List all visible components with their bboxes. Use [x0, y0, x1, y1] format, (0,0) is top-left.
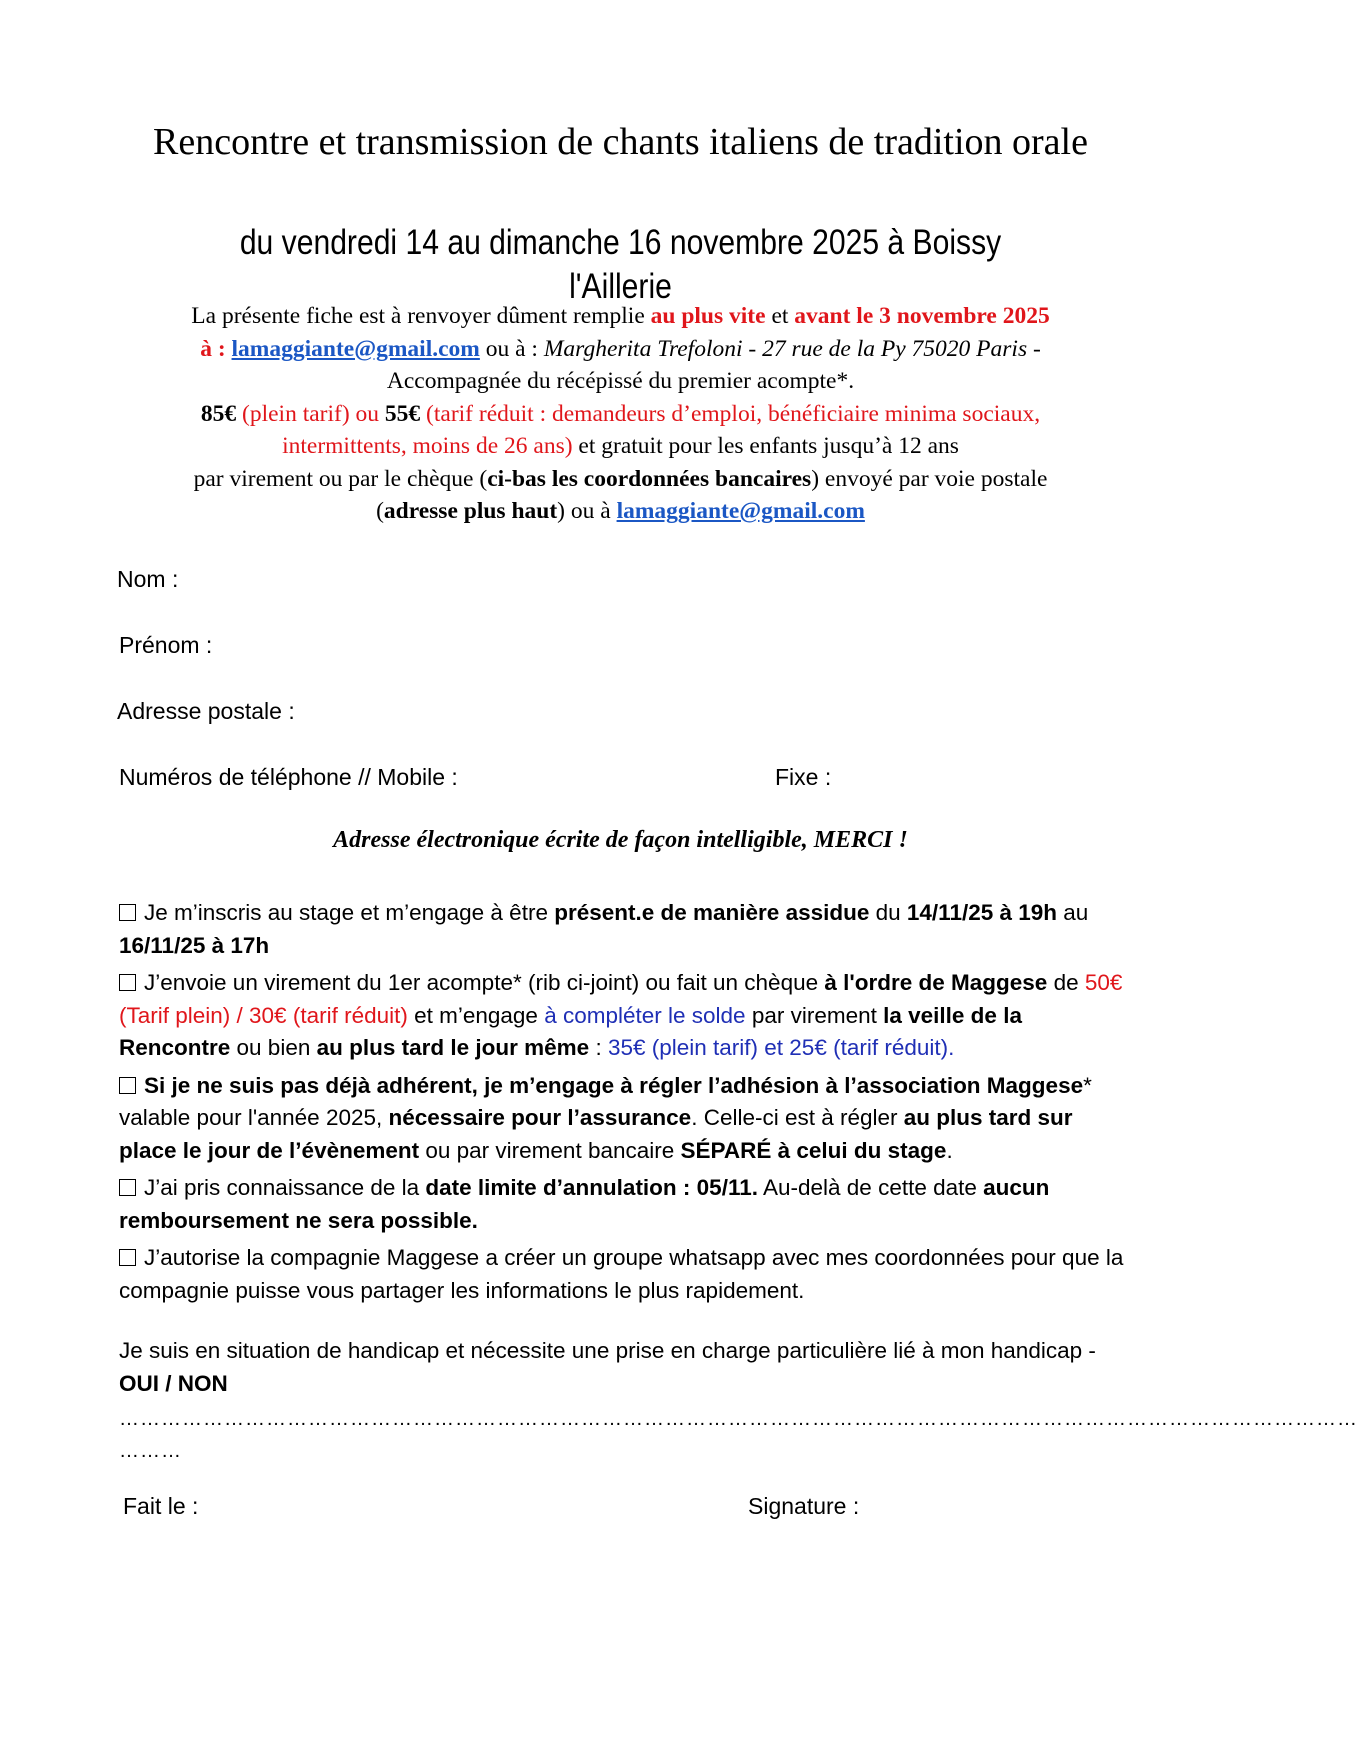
intro-line-1	[110, 300, 1131, 333]
deadline-emphasis: au plus vite	[650, 303, 766, 329]
check-text: 50€ (Tarif plein) / 30€ (tarif réduit)	[119, 970, 1123, 1028]
intro-text: et	[765, 303, 795, 329]
field-signature[interactable]: Signature :	[748, 1493, 860, 1519]
check-text: SÉPARÉ à celui du stage	[680, 1137, 947, 1163]
full-price: 85€	[200, 400, 237, 427]
check-text: ou par virement bancaire	[419, 1137, 681, 1163]
check-text: du	[869, 900, 907, 925]
check-text: la veille de la Rencontre	[119, 1002, 1022, 1060]
checkbox-item-inscription[interactable]	[119, 897, 1129, 962]
intro-text: et gratuit pour les enfants jusqu’à 12 ans	[572, 433, 959, 459]
field-telephone-mobile[interactable]: Numéros de téléphone // Mobile :	[119, 764, 458, 790]
check-text: au	[1057, 900, 1089, 925]
event-dates-subtitle: du vendredi 14 au dimanche 16 novembre 2025 à Boissy l'Aillerie	[239, 223, 1002, 306]
intro-line-2	[110, 333, 1131, 366]
reduced-price: 55€	[384, 400, 421, 427]
check-text: 35€ (plein tarif) et 25€ (tarif réduit).	[607, 1035, 955, 1060]
check-text: . Celle-ci est à régler	[691, 1105, 904, 1130]
intro-text: par virement ou par le chèque (	[193, 465, 488, 492]
email-legibility-note: Adresse électronique écrite de façon intelligible, MERCI !	[333, 827, 908, 853]
intro-text: (tarif réduit : demandeurs d’emploi, bénéficiaire minima sociaux,	[420, 400, 1041, 427]
oui-non-choice[interactable]: OUI / NON	[119, 1370, 228, 1396]
check-text: :	[589, 1035, 608, 1060]
intro-text: ) ou à	[557, 498, 617, 524]
check-text: 16/11/25 à 17h	[119, 932, 270, 958]
check-text: de	[1047, 970, 1085, 995]
intro-text: ci-bas les coordonnées bancaires	[487, 465, 812, 492]
check-text: J’envoie un virement du 1er acompte* (rib ci-joint) ou fait un chèque	[144, 970, 825, 995]
checkbox-icon[interactable]	[119, 1077, 136, 1094]
handicap-text: Je suis en situation de handicap et nécessite une prise en charge particulière lié à mon handicap -	[119, 1338, 1096, 1363]
check-text: au plus tard le jour même	[316, 1035, 590, 1060]
check-text: à l'ordre de Maggese	[824, 970, 1048, 995]
check-text: présent.e de manière assidue	[554, 900, 870, 925]
field-prenom[interactable]: Prénom :	[119, 632, 213, 658]
intro-text: adresse plus haut	[383, 498, 558, 524]
field-fait-le[interactable]: Fait le :	[123, 1493, 199, 1519]
check-text: ou bien	[230, 1035, 317, 1060]
field-telephone-fixe[interactable]: Fixe :	[775, 764, 832, 790]
checkbox-item-annulation[interactable]	[119, 1172, 1129, 1237]
checkbox-icon[interactable]	[119, 1249, 136, 1266]
checkbox-item-whatsapp[interactable]	[119, 1242, 1129, 1307]
check-text: .	[946, 1137, 953, 1163]
handicap-question	[119, 1335, 1129, 1400]
check-text: Au-delà de cette date	[757, 1175, 984, 1200]
checkbox-list	[119, 897, 1129, 1312]
intro-text: ) envoyé par voie postale	[811, 465, 1048, 492]
email-link[interactable]: lamaggiante@gmail.com	[231, 335, 480, 362]
checkbox-item-adhesion[interactable]	[119, 1070, 1129, 1168]
intro-paragraph	[110, 300, 1131, 528]
check-text: et m’engage	[407, 1002, 545, 1028]
check-text: J’autorise la compagnie Maggese a créer un groupe whatsapp avec mes coordonnées pour que la compagnie puisse vous partager les informations le plus rapidement.	[119, 1245, 1124, 1303]
check-text: date limite d’annulation : 05/11.	[425, 1175, 758, 1200]
intro-text: ou à :	[479, 335, 544, 362]
check-text: 14/11/25 à 19h	[906, 900, 1058, 925]
check-text: Je m’inscris au stage et m’engage à être	[144, 900, 555, 925]
intro-line-3: Accompagnée du récépissé du premier acompte*.	[386, 368, 855, 394]
intro-text: La présente fiche est à renvoyer dûment remplie	[191, 303, 651, 329]
check-text: J’ai pris connaissance de la	[144, 1175, 426, 1200]
check-text: Si je ne suis pas déjà adhérent, je m’engage à régler l’adhésion à l’association Maggese	[144, 1072, 1084, 1098]
postal-address: Margherita Trefoloni - 27 rue de la Py 75020 Paris -	[543, 335, 1041, 362]
intro-line-4	[110, 398, 1131, 431]
checkbox-icon[interactable]	[119, 904, 136, 921]
field-nom[interactable]: Nom :	[117, 566, 179, 592]
deadline-date: avant le 3 novembre 2025	[794, 303, 1050, 329]
check-text: aucun remboursement ne sera possible.	[119, 1175, 1050, 1233]
page-title: Rencontre et transmission de chants italiens de tradition orale	[153, 121, 1088, 163]
dotted-answer-line[interactable]: ……………………………………………………………………………………………………………………………………………………………	[119, 1408, 1358, 1430]
intro-line-6	[110, 463, 1131, 496]
intro-line-5	[110, 430, 1131, 463]
check-text: nécessaire pour l’assurance	[388, 1105, 692, 1130]
checkbox-item-acompte[interactable]	[119, 967, 1129, 1065]
check-text: au plus tard sur place le jour de l’évènement	[119, 1105, 1073, 1163]
dotted-answer-line-end[interactable]: ………	[119, 1440, 182, 1462]
checkbox-icon[interactable]	[119, 1179, 136, 1196]
intro-line-7	[110, 495, 1131, 528]
intro-text: (	[376, 498, 384, 524]
check-text: par virement	[745, 1002, 884, 1028]
checkbox-icon[interactable]	[119, 974, 136, 991]
email-link[interactable]: lamaggiante@gmail.com	[616, 498, 865, 524]
check-text: * valable pour l'année 2025,	[119, 1072, 1092, 1130]
intro-text: à :	[200, 335, 226, 362]
intro-text: intermittents, moins de 26 ans)	[282, 433, 573, 459]
field-adresse-postale[interactable]: Adresse postale :	[117, 698, 295, 724]
intro-text: (plein tarif) ou	[236, 400, 385, 427]
check-text: à compléter le solde	[544, 1002, 746, 1028]
